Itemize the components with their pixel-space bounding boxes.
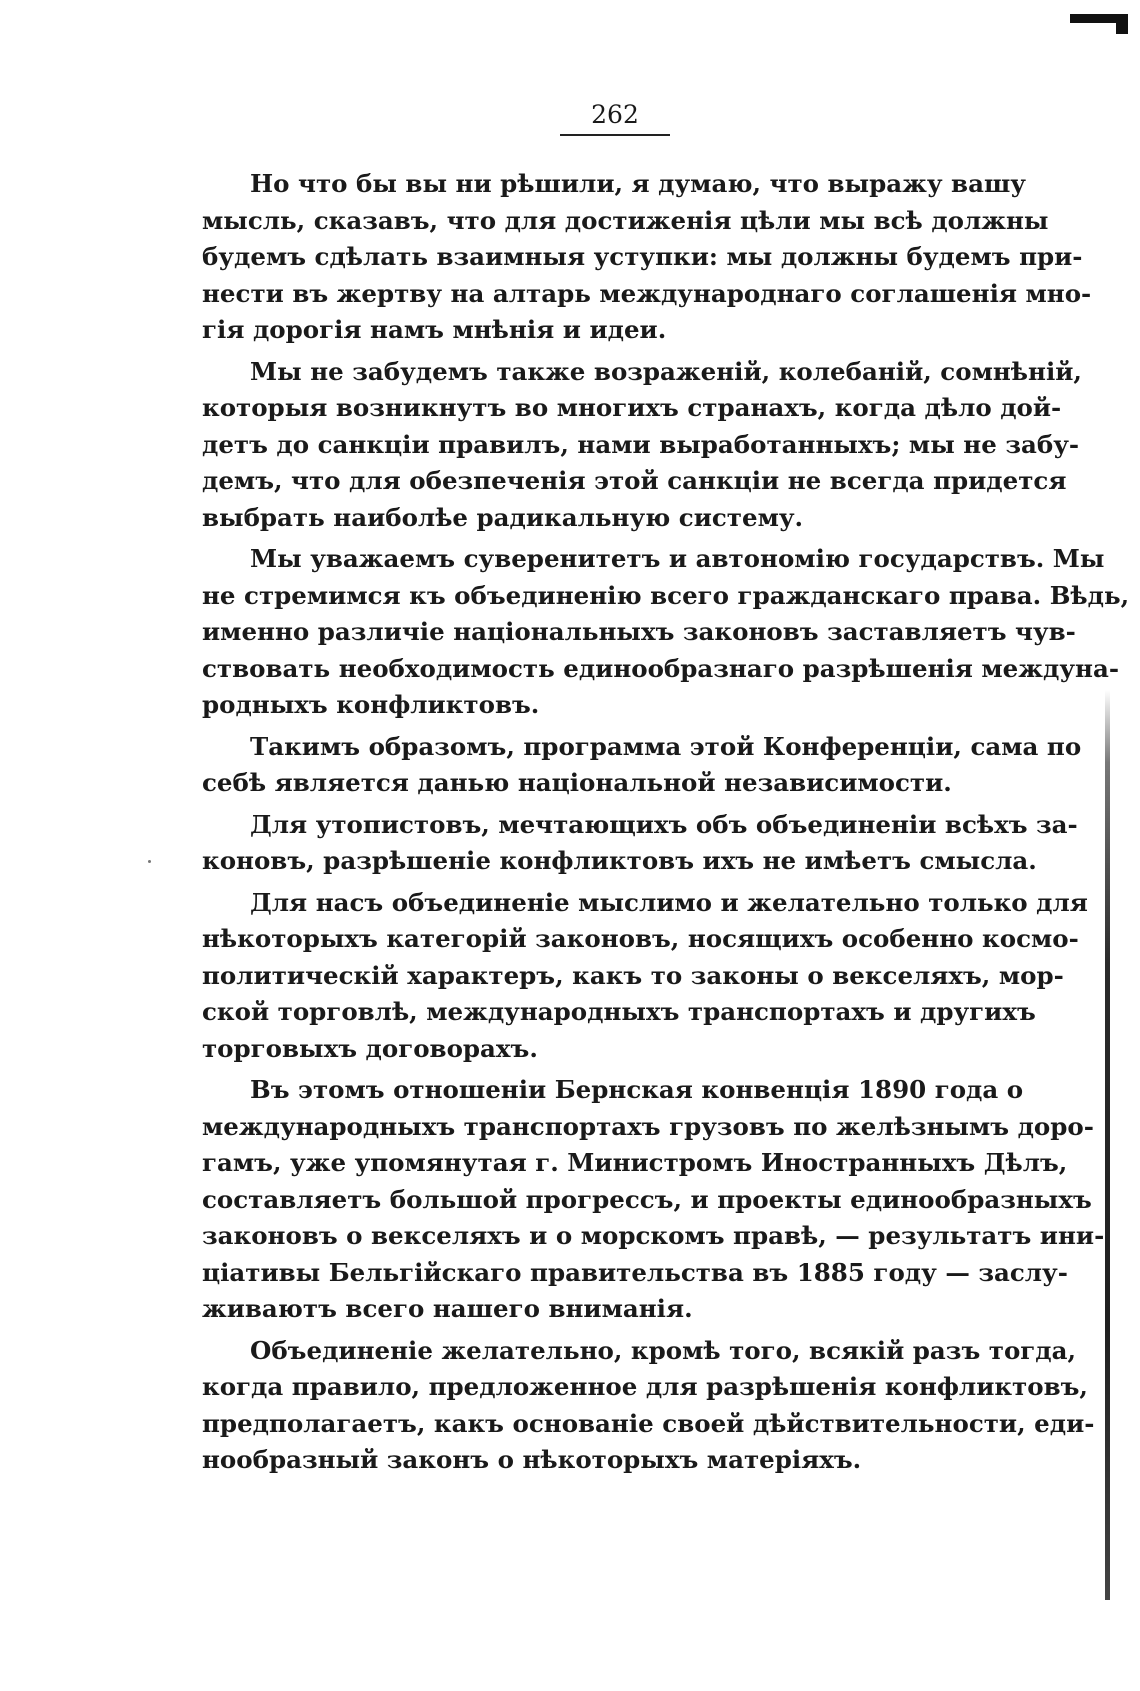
scan-artifact-dot — [148, 860, 151, 863]
text-line: нообразный законъ о нѣкоторыхъ матеріяхъ. — [202, 1445, 862, 1474]
text-line: Объединеніе желательно, кромѣ того, всякій разъ тогда, — [250, 1335, 1077, 1365]
text-line: ской торговлѣ, международныхъ транспортахъ и другихъ — [202, 997, 1036, 1026]
paragraph-2 — [202, 354, 1082, 537]
text-line: нести въ жертву на алтарь международнаго соглашенія мно- — [202, 278, 1092, 308]
text-line: ціативы Бельгійскаго правительства въ 1885 году — заслу- — [202, 1257, 1068, 1287]
text-line: Мы не забудемъ также возраженій, колебаній, сомнѣній, — [250, 356, 1082, 386]
text-line: именно различіе національныхъ законовъ заставляетъ чув- — [202, 617, 1076, 646]
text-line: Для утопистовъ, мечтающихъ объ объединеніи всѣхъ за- — [250, 809, 1078, 839]
text-line: нѣкоторыхъ категорій законовъ, носящихъ особенно космо- — [202, 924, 1079, 953]
text-line: гія дорогія намъ мнѣнія и идеи. — [202, 315, 667, 344]
paragraph-1 — [202, 166, 1092, 349]
text-line: не стремимся къ объединенію всего гражданскаго права. Вѣдь, — [202, 580, 1130, 610]
text-line: детъ до санкціи правилъ, нами выработанныхъ; мы не забу- — [202, 429, 1080, 459]
text-line: выбрать наиболѣе радикальную систему. — [202, 502, 804, 532]
paragraph-4 — [202, 729, 1082, 802]
text-line: когда правило, предложенное для разрѣшенія конфликтовъ, — [202, 1372, 1088, 1401]
text-line: Но что бы вы ни рѣшили, я думаю, что выражу вашу — [250, 169, 1026, 198]
text-line: Для насъ объединеніе мыслимо и желательно только для — [250, 887, 1088, 917]
text-line: мысль, сказавъ, что для достиженія цѣли мы всѣ должны — [202, 205, 1049, 235]
text-line: себѣ является данью національной независимости. — [202, 768, 952, 797]
page-number: 262 — [560, 98, 670, 136]
scan-artifact-right-edge — [1105, 690, 1110, 1600]
text-line: будемъ сдѣлать взаимныя уступки: мы должны будемъ при- — [202, 242, 1083, 271]
text-line: родныхъ конфликтовъ. — [202, 690, 540, 719]
text-line: живаютъ всего нашего вниманія. — [202, 1294, 693, 1323]
paragraph-7 — [202, 1072, 1105, 1328]
paragraph-6 — [202, 885, 1088, 1068]
text-line: международныхъ транспортахъ грузовъ по желѣзнымъ доро- — [202, 1111, 1094, 1141]
text-line: Въ этомъ отношеніи Бернская конвенція 1890 года о — [250, 1075, 1024, 1104]
text-line: предполагаетъ, какъ основаніе своей дѣйствительности, еди- — [202, 1408, 1095, 1438]
text-line: коновъ, разрѣшеніе конфликтовъ ихъ не имѣетъ смысла. — [202, 846, 1037, 875]
text-line: составляетъ большой прогрессъ, и проекты единообразныхъ — [202, 1184, 1092, 1214]
text-line: торговыхъ договорахъ. — [202, 1033, 538, 1063]
paragraph-5 — [202, 807, 1078, 880]
text-line: которыя возникнутъ во многихъ странахъ, когда дѣло дой- — [202, 393, 1062, 422]
text-line: гамъ, уже упомянутая г. Министромъ Иностранныхъ Дѣлъ, — [202, 1148, 1068, 1177]
text-line: демъ, что для обезпеченія этой санкціи не всегда придется — [202, 466, 1067, 495]
body-text — [202, 166, 1130, 1484]
text-line: Мы уважаемъ суверенитетъ и автономію государствъ. Мы — [250, 544, 1105, 573]
paragraph-3 — [202, 541, 1130, 724]
paragraph-8 — [202, 1333, 1095, 1479]
text-line: ствовать необходимость единообразнаго разрѣшенія междуна- — [202, 653, 1119, 683]
text-line: Такимъ образомъ, программа этой Конференціи, сама по — [250, 731, 1082, 761]
scan-artifact-top-right — [1070, 14, 1128, 23]
text-line: политическій характеръ, какъ то законы о векселяхъ, мор- — [202, 960, 1064, 990]
text-line: законовъ о векселяхъ и о морскомъ правѣ, — результатъ ини- — [202, 1221, 1105, 1250]
